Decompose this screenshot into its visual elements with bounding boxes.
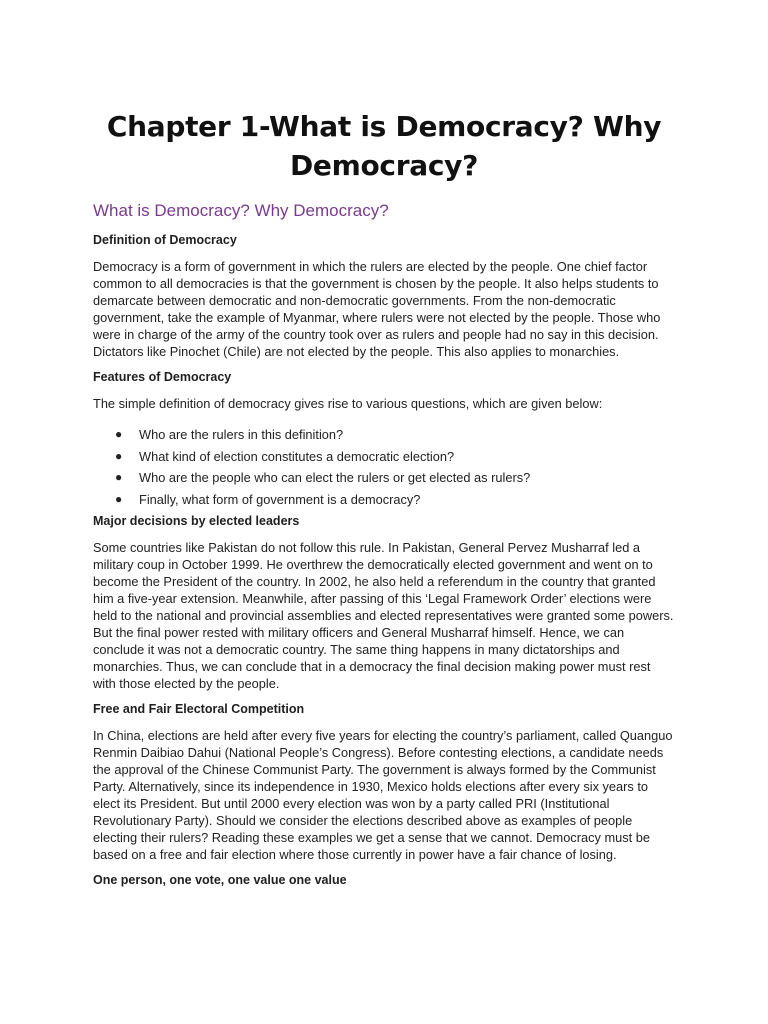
page-title: Chapter 1-What is Democracy? Why Democracy? bbox=[106, 110, 662, 182]
bullet-text: Who are the rulers in this definition? bbox=[139, 427, 344, 442]
bullet-icon: ● bbox=[115, 470, 123, 484]
section-heading: What is Democracy? Why Democracy? bbox=[93, 201, 389, 220]
list-item bbox=[115, 448, 675, 465]
bullet-text: Who are the people who can elect the rulers or get elected as rulers? bbox=[139, 470, 531, 485]
major-decisions-paragraph: Some countries like Pakistan do not follow this rule. In Pakistan, General Pervez Musharraf led a military coup in October 1999. He overthrew the democratically elected government and went on to become the President of the country. In 2002, he also held a referendum in the country that granted him a five-year extension. Meanwhile, after passing of this ‘Legal Framework Order’ elections were held to the national and provincial assemblies and elected representatives were granted some powers. But the final power rested with military officers and General Musharraf himself. Hence, we can conclude it was not a democratic country. The same thing happens in many dictatorships and monarchies. Thus, we can conclude that in a democracy the final decision making power must rest with those elected by the people. bbox=[93, 540, 674, 691]
one-person-heading: One person, one vote, one value one value bbox=[93, 873, 347, 887]
bullet-icon: ● bbox=[115, 448, 123, 463]
bullet-icon: ● bbox=[115, 427, 123, 441]
list-item bbox=[115, 469, 675, 486]
free-fair-heading: Free and Fair Electoral Competition bbox=[93, 702, 305, 716]
features-intro: The simple definition of democracy gives rise to various questions, which are given below: bbox=[93, 396, 603, 411]
major-decisions-heading: Major decisions by elected leaders bbox=[93, 514, 300, 528]
features-heading: Features of Democracy bbox=[93, 370, 232, 384]
free-fair-paragraph: In China, elections are held after every five years for electing the country’s parliament, called Quanguo Renmin Daibiao Dahui (National People’s Congress). Before contesting elections, a candidate needs the approval of the Chinese Communist Party. The government is always formed by the Communist Party. Alternatively, since its independence in 1930, Mexico holds elections after every six years to elect its President. But until 2000 every election was won by a party called PRI (Institutional Revolutionary Party). Should we consider the elections described above as examples of people electing their rulers? Reading these examples we get a sense that we cannot. Democracy must be based on a free and fair election where those currently in power have a fair chance of losing. bbox=[93, 728, 673, 862]
bullet-text: Finally, what form of government is a democracy? bbox=[139, 491, 421, 507]
list-item bbox=[115, 491, 675, 508]
features-bullet-list bbox=[93, 426, 675, 508]
list-item bbox=[115, 426, 675, 443]
definition-heading: Definition of Democracy bbox=[93, 233, 237, 247]
definition-paragraph: Democracy is a form of government in which the rulers are elected by the people. One chief factor common to all democracies is that the government is chosen by the people. It also helps students to demarcate between democratic and non-democratic governments. From the non-democratic government, take the example of Myanmar, where rulers were not elected by the people. Those who were in charge of the army of the country took over as rulers and people had no say in this decision. Dictators like Pinochet (Chile) are not elected by the people. This also applies to monarchies. bbox=[93, 259, 661, 359]
bullet-icon: ● bbox=[115, 491, 123, 506]
bullet-text: What kind of election constitutes a democratic election? bbox=[139, 448, 455, 464]
